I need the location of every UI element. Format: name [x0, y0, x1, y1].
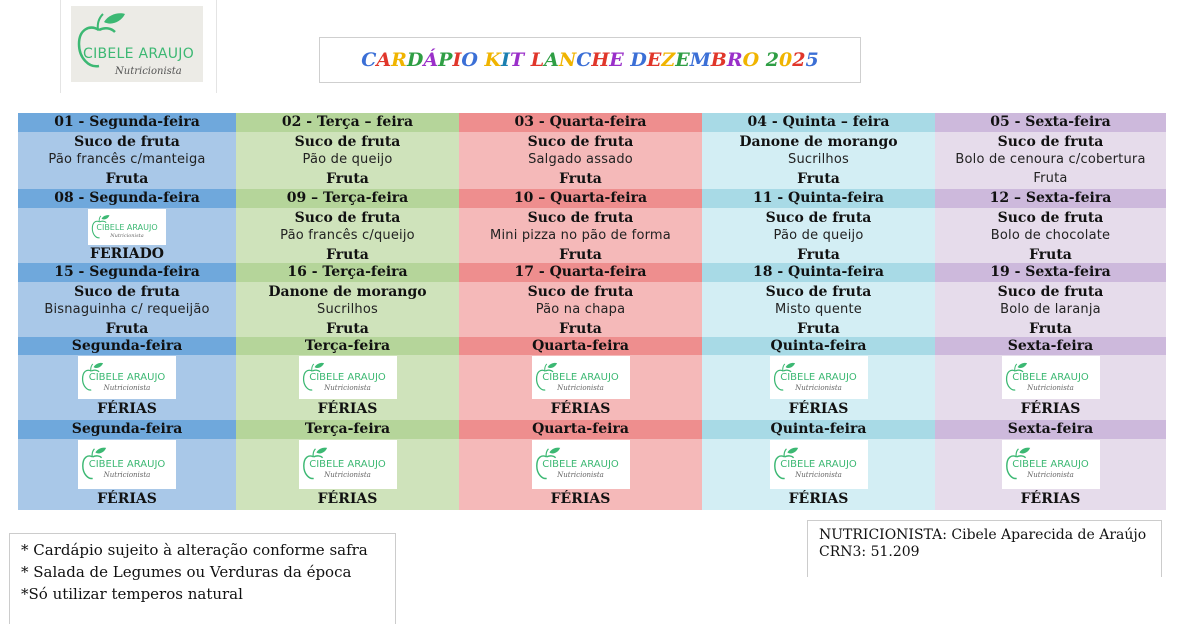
- logo-name: CIBELE ARAUJO: [88, 372, 166, 384]
- day-column: [236, 113, 459, 510]
- menu-item: Pão francês c/queijo: [280, 228, 415, 244]
- day-header: Quarta-feira: [459, 420, 702, 439]
- day-menu: [18, 283, 236, 338]
- menu-item: Misto quente: [774, 302, 862, 318]
- logo-name: CIBELE ARAUJO: [542, 458, 619, 470]
- logo-subtitle: Nutricionista: [110, 232, 144, 239]
- logo-subtitle: Nutricionista: [557, 470, 604, 479]
- menu-item-main: Fruta: [1029, 320, 1072, 337]
- menu-item-main: Fruta: [326, 246, 369, 263]
- vacation-label: FÉRIAS: [550, 491, 611, 507]
- vacation-label: FÉRIAS: [317, 491, 378, 507]
- menu-item: Bisnaguinha c/ requeijão: [44, 302, 210, 318]
- nutritionist-logo: [299, 356, 397, 399]
- logo-name: CIBELE ARAUJO: [96, 222, 158, 232]
- day-menu: [459, 133, 702, 188]
- title-letter: 5: [805, 49, 819, 71]
- menu-item-main: Fruta: [326, 170, 369, 187]
- title-letter: E: [609, 49, 624, 71]
- menu-item-main: Suco de fruta: [765, 210, 872, 226]
- logo-name: CIBELE ARAUJO: [780, 458, 857, 470]
- menu-item-main: Fruta: [559, 320, 602, 337]
- menu-item-main: Danone de morango: [268, 284, 427, 300]
- title-letter: O: [742, 49, 760, 71]
- title-letter: 2: [792, 49, 806, 71]
- menu-item-main: Fruta: [1029, 246, 1072, 263]
- title-letter: E: [646, 49, 662, 71]
- nutritionist-logo: [532, 356, 630, 399]
- day-header: Quinta-feira: [702, 337, 935, 355]
- menu-item-main: Suco de fruta: [527, 284, 634, 300]
- vacation-label: FÉRIAS: [1020, 401, 1081, 417]
- nutritionist-logo: [78, 356, 176, 399]
- menu-item-main: Suco de fruta: [294, 134, 401, 150]
- day-menu: [935, 283, 1166, 338]
- day-menu: [236, 133, 459, 188]
- title-letter: B: [710, 49, 727, 71]
- title-letter: A: [376, 49, 392, 71]
- day-header: Terça-feira: [236, 337, 459, 355]
- day-header: Quinta-feira: [702, 420, 935, 439]
- menu-item: Pão de queijo: [302, 152, 393, 168]
- menu-item-main: Suco de fruta: [997, 134, 1104, 150]
- title-letter: E: [675, 49, 690, 71]
- menu-item-main: Fruta: [105, 320, 149, 337]
- day-column: [935, 113, 1166, 510]
- title-letter: K: [484, 49, 502, 71]
- logo-subtitle: Nutricionista: [795, 470, 842, 479]
- nutritionist-logo: [88, 209, 166, 245]
- title-letter: Z: [661, 49, 676, 71]
- day-column: [702, 113, 935, 510]
- menu-item-main: Suco de fruta: [294, 210, 401, 226]
- menu-item: Bolo de laranja: [1000, 302, 1101, 318]
- day-header: 11 - Quinta-feira: [702, 189, 935, 208]
- menu-item-main: Danone de morango: [739, 134, 898, 150]
- day-header: 17 - Quarta-feira: [459, 263, 702, 282]
- title-letter: L: [530, 49, 545, 71]
- logo-name: CIBELE ARAUJO: [1012, 458, 1089, 470]
- menu-item: Salgado assado: [528, 152, 633, 168]
- logo-subtitle: Nutricionista: [324, 470, 371, 479]
- day-column: [18, 113, 236, 510]
- title-letter: T: [509, 49, 525, 71]
- menu-item: Pão francês c/manteiga: [48, 152, 206, 168]
- day-menu: [935, 209, 1166, 264]
- nutritionist-logo: [770, 356, 868, 399]
- nutritionist-box: [807, 520, 1162, 577]
- menu-item-main: Suco de fruta: [997, 210, 1104, 226]
- menu-item: Pão na chapa: [535, 302, 626, 318]
- day-header: 15 - Segunda-feira: [18, 263, 236, 282]
- menu-item-main: Fruta: [105, 170, 149, 187]
- title-letter: H: [591, 49, 610, 71]
- logo-subtitle: Nutricionista: [795, 384, 842, 393]
- title-letter: 0: [779, 49, 793, 71]
- logo-subtitle: Nutricionista: [557, 384, 604, 393]
- menu-item: Sucrilhos: [317, 302, 378, 318]
- day-menu: [935, 133, 1166, 188]
- day-menu: [236, 283, 459, 338]
- title-letter: D: [406, 49, 424, 71]
- menu-item-main: Suco de fruta: [527, 134, 634, 150]
- day-header: Quarta-feira: [459, 337, 702, 355]
- day-menu: [702, 283, 935, 338]
- day-header: 16 - Terça-feira: [236, 263, 459, 282]
- vacation-label: FÉRIAS: [1020, 491, 1081, 507]
- day-menu: [18, 133, 236, 188]
- day-header: 19 - Sexta-feira: [935, 263, 1166, 282]
- day-header: Sexta-feira: [935, 420, 1166, 439]
- day-header: Segunda-feira: [18, 337, 236, 355]
- logo-name: CIBELE ARAUJO: [309, 458, 386, 470]
- title-letter: I: [452, 49, 462, 71]
- nutritionist-logo: [770, 440, 868, 489]
- title-letter: N: [558, 49, 577, 71]
- day-column: [459, 113, 702, 510]
- nutritionist-name: NUTRICIONISTA: Cibele Aparecida de Araújo: [819, 527, 1147, 543]
- note-item: *Só utilizar temperos natural: [21, 585, 243, 603]
- menu-item: Fruta: [1033, 170, 1068, 186]
- holiday-label: FERIADO: [90, 246, 164, 262]
- vacation-label: FÉRIAS: [317, 401, 378, 417]
- title-letter: O: [461, 49, 478, 71]
- logo-subtitle: Nutricionista: [103, 470, 151, 479]
- nutritionist-crn: CRN3: 51.209: [819, 544, 920, 560]
- nutritionist-logo: [532, 440, 630, 489]
- day-header: 10 – Quarta-feira: [459, 189, 702, 208]
- day-menu: [236, 209, 459, 264]
- day-menu: [702, 133, 935, 188]
- vacation-label: FÉRIAS: [788, 491, 849, 507]
- menu-item-main: Suco de fruta: [74, 284, 180, 300]
- day-menu: [459, 209, 702, 264]
- title-letter: I: [501, 49, 510, 71]
- title-letter: [478, 49, 485, 71]
- day-menu: [702, 209, 935, 264]
- menu-item: Bolo de chocolate: [990, 228, 1111, 244]
- title-letter: R: [391, 49, 407, 71]
- vacation-label: FÉRIAS: [97, 401, 157, 417]
- vacation-label: FÉRIAS: [97, 491, 157, 507]
- day-header: 09 – Terça-feira: [236, 189, 459, 208]
- title-letter: P: [438, 49, 453, 71]
- day-header: 02 - Terça – feira: [236, 113, 459, 132]
- menu-item: Mini pizza no pão de forma: [490, 228, 671, 244]
- nutritionist-logo: [1002, 440, 1100, 489]
- menu-grid: [18, 113, 1166, 510]
- title-letter: A: [544, 49, 559, 71]
- logo-subtitle: Nutricionista: [324, 384, 371, 393]
- nutritionist-logo: [299, 440, 397, 489]
- title-letter: [759, 49, 766, 71]
- title-letter: C: [576, 49, 592, 71]
- logo-name: CIBELE ARAUJO: [1012, 372, 1089, 384]
- vacation-label: FÉRIAS: [788, 401, 849, 417]
- menu-item-main: Fruta: [559, 170, 602, 187]
- nutritionist-logo: [1002, 356, 1100, 399]
- logo-name: CIBELE ARAUJO: [88, 458, 166, 470]
- logo-name: CIBELE ARAUJO: [83, 46, 195, 62]
- title-letter: D: [630, 49, 647, 71]
- day-header: Sexta-feira: [935, 337, 1166, 355]
- logo-subtitle: Nutricionista: [103, 384, 151, 393]
- menu-item-main: Fruta: [797, 170, 840, 187]
- menu-item-main: Fruta: [559, 246, 602, 263]
- day-header: 05 - Sexta-feira: [935, 113, 1166, 132]
- apple-icon: [75, 10, 131, 72]
- menu-item: Pão de queijo: [773, 228, 864, 244]
- logo-subtitle: Nutricionista: [115, 66, 182, 77]
- title-letter: [524, 49, 531, 71]
- menu-item-main: Suco de fruta: [765, 284, 872, 300]
- day-header: 12 – Sexta-feira: [935, 189, 1166, 208]
- title-letter: Á: [423, 49, 439, 71]
- menu-item-main: Fruta: [326, 320, 369, 337]
- title-letter: 2: [765, 49, 780, 71]
- logo-name: CIBELE ARAUJO: [542, 372, 619, 384]
- title-letter: M: [689, 49, 711, 71]
- day-header: 03 - Quarta-feira: [459, 113, 702, 132]
- note-item: * Salada de Legumes ou Verduras da época: [21, 563, 352, 581]
- menu-item-main: Fruta: [797, 320, 840, 337]
- day-header: 01 - Segunda-feira: [18, 113, 236, 132]
- brand-logo: [71, 6, 203, 82]
- day-header: 08 - Segunda-feira: [18, 189, 236, 208]
- menu-item-main: Fruta: [797, 246, 840, 263]
- logo-subtitle: Nutricionista: [1027, 384, 1074, 393]
- title-letter: C: [361, 49, 377, 71]
- menu-item-main: Suco de fruta: [997, 284, 1104, 300]
- title-box: [319, 37, 861, 83]
- day-menu: [459, 283, 702, 338]
- nutritionist-logo: [78, 440, 176, 489]
- day-header: 04 - Quinta – feira: [702, 113, 935, 132]
- vacation-label: FÉRIAS: [550, 401, 611, 417]
- menu-item: Sucrilhos: [788, 152, 849, 168]
- menu-item-main: Suco de fruta: [527, 210, 634, 226]
- menu-item: Bolo de cenoura c/cobertura: [955, 152, 1146, 168]
- day-header: Terça-feira: [236, 420, 459, 439]
- logo-name: CIBELE ARAUJO: [309, 372, 386, 384]
- page-title: [361, 49, 818, 71]
- notes-box: [9, 533, 396, 624]
- menu-item-main: Suco de fruta: [74, 134, 180, 150]
- logo-name: CIBELE ARAUJO: [780, 372, 857, 384]
- title-letter: R: [726, 49, 743, 71]
- note-item: * Cardápio sujeito à alteração conforme safra: [21, 541, 368, 559]
- day-header: Segunda-feira: [18, 420, 236, 439]
- logo-subtitle: Nutricionista: [1027, 470, 1074, 479]
- day-header: 18 - Quinta-feira: [702, 263, 935, 282]
